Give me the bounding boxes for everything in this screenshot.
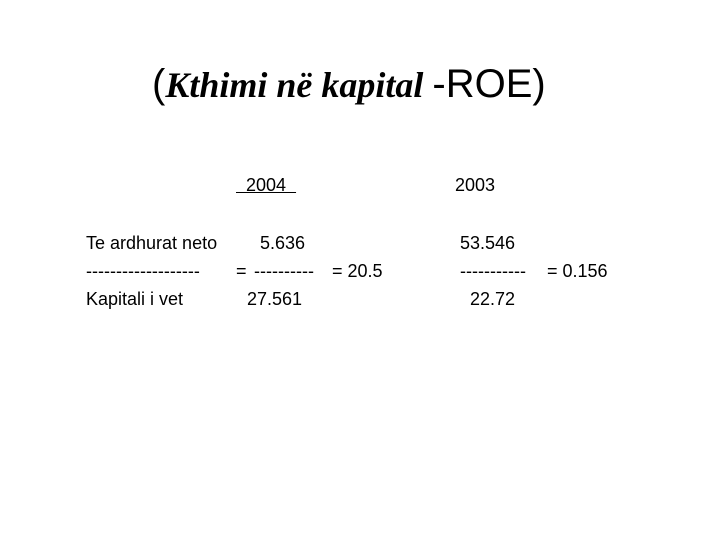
fraction-divider-2004: ---------- [254,261,314,281]
roe-result-2003: = 0.156 [547,261,608,281]
net-income-label: Te ardhurat neto [86,233,218,253]
equals-sign: = [236,261,247,281]
equity-label: Kapitali i vet [86,289,184,309]
title-roe-suffix: -ROE) [432,62,546,106]
column-header-2003: 2003 [455,175,496,195]
fraction-divider-2003: ----------- [460,261,526,281]
title-open-paren: ( [152,62,166,106]
column-header-2004: 2004 [236,175,297,195]
slide-title [152,64,546,104]
roe-result-2004: = 20.5 [332,261,383,281]
net-income-2003: 53.546 [460,233,516,253]
fraction-divider-label: ------------------- [86,261,200,281]
net-income-2004: 5.636 [260,233,306,253]
title-italic-text: Kthimi në kapital [165,65,433,105]
equity-2003: 22.72 [470,289,516,309]
equity-2004: 27.561 [247,289,303,309]
